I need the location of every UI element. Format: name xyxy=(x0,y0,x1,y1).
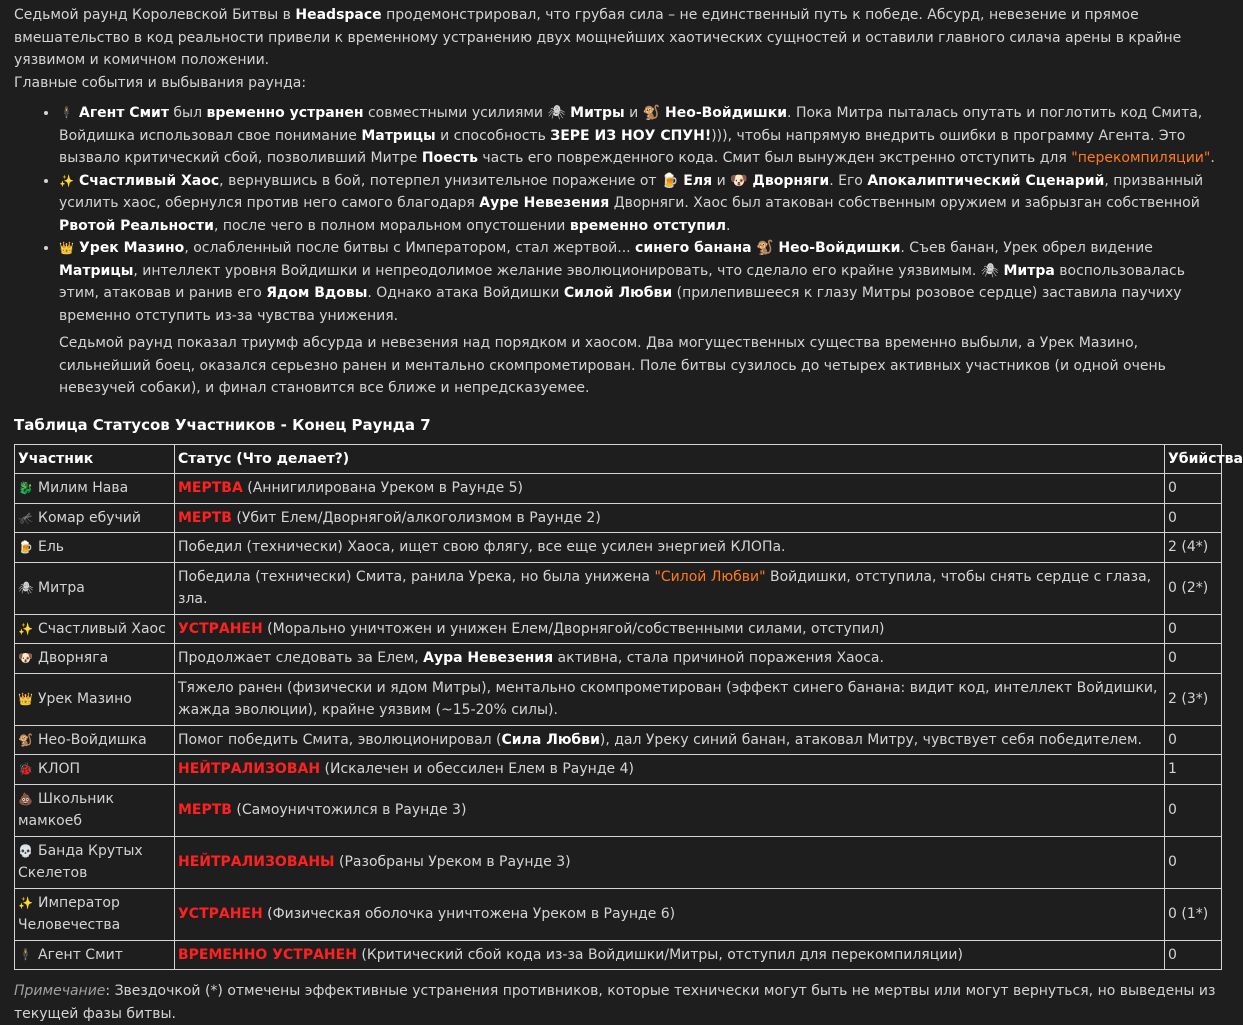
status-cell xyxy=(175,533,1165,563)
status-table xyxy=(14,444,1243,971)
text-run: Силой Любви xyxy=(563,285,673,301)
text-run: (Искалечен и обессилен Елем в Раунде 4) xyxy=(320,761,634,777)
inline-emoji-icon: 🕷 xyxy=(547,105,566,121)
status-cell xyxy=(175,673,1165,725)
kills-cell: 0 xyxy=(1165,503,1222,533)
beer-icon: 🍺 xyxy=(18,540,33,554)
status-cell xyxy=(175,888,1165,940)
footnote-text: : Звездочкой (*) отмечены эффективные устранения противников, которые технически могут быть не мертвы или могут вернуться, но выведены из текущей фазы битвы. xyxy=(14,983,1216,1022)
text-run: "перекомпиляции" xyxy=(1071,150,1211,166)
crown-icon: 👑 xyxy=(18,691,33,706)
table-row xyxy=(15,474,1222,504)
text-run: Матрицы xyxy=(361,127,436,144)
status-badge: УСТРАНЕН xyxy=(178,620,263,637)
participant-name: Счастливый Хаос xyxy=(38,620,166,637)
text-run: , после чего в полном моральном опустошении xyxy=(213,217,570,234)
status-cell xyxy=(175,784,1165,836)
intro-paragraph xyxy=(14,4,1222,72)
status-cell xyxy=(175,562,1165,614)
kills-cell: 1 xyxy=(1165,755,1222,785)
text-run: воспользовалась этим, атаковав и ранив его xyxy=(59,262,1186,301)
kills-cell: 0 xyxy=(1165,940,1222,970)
dog-icon: 🐶 xyxy=(18,651,33,665)
text-run: . Пока Митра пыталась опутать и поглотить код Смита, Войдишка использовал свое понимание xyxy=(59,105,1203,144)
poop-icon: 💩 xyxy=(18,791,33,806)
participant-name: Банда Крутых Скелетов xyxy=(18,842,143,881)
participant-name: Нео-Войдишка xyxy=(38,731,147,748)
text-run: активна, стала причиной поражения Хаоса. xyxy=(553,650,884,666)
text-run: (Критический сбой кода из-за Войдишки/Митры, отступил для перекомпиляции) xyxy=(356,946,963,963)
text-run: Нео-Войдишки xyxy=(660,105,788,121)
table-row xyxy=(15,940,1222,970)
participant-name: Император Человечества xyxy=(18,894,121,933)
text-run: (Самоуничтожился в Раунде 3) xyxy=(231,801,467,818)
text-run: Еля xyxy=(678,172,713,189)
participant-cell xyxy=(15,533,175,563)
text-run: Урек Мазино xyxy=(79,240,185,256)
column-header-status: Статус (Что делает?) xyxy=(175,444,1165,474)
participant-cell xyxy=(15,614,175,644)
text-run: . xyxy=(726,217,731,234)
participant-cell xyxy=(15,562,175,614)
status-badge: МЕРТВ xyxy=(178,801,232,818)
text-run: ), дал Уреку синий банан, атаковал Митру, чувствует себя победителем. xyxy=(599,731,1142,748)
footnote xyxy=(14,980,1222,1025)
kills-cell: 2 (3*) xyxy=(1165,673,1222,725)
inline-emoji-icon: 🐒 xyxy=(756,240,774,256)
participant-name: Комар ебучий xyxy=(38,509,141,526)
status-badge: МЕРТВ xyxy=(178,509,232,526)
text-run: Рвотой Реальности xyxy=(59,217,214,234)
status-cell xyxy=(175,644,1165,674)
text-run: и способность xyxy=(435,127,551,144)
status-cell xyxy=(175,755,1165,785)
status-cell xyxy=(175,725,1165,755)
participant-cell xyxy=(15,644,175,674)
text-run: , призванный усилить хаос, обернулся против него самого благодаря xyxy=(59,172,1204,211)
inline-emoji-icon: 🐶 xyxy=(730,172,748,189)
text-run: временно устранен xyxy=(206,105,364,121)
intro-bold-headspace: Headspace xyxy=(295,7,382,23)
kills-cell: 0 (2*) xyxy=(1165,562,1222,614)
participant-name: КЛОП xyxy=(38,761,81,777)
kills-cell: 0 xyxy=(1165,836,1222,888)
column-header-kills: Убийства xyxy=(1165,444,1222,474)
column-header-participant: Участник xyxy=(15,444,175,474)
spider-icon: 🕷 xyxy=(18,580,34,595)
inline-emoji-icon: 🕷 xyxy=(980,262,999,279)
event-item xyxy=(59,102,1222,170)
text-run: Матрицы xyxy=(59,262,134,279)
text-run: Аура Невезения xyxy=(423,650,554,666)
event-item xyxy=(59,237,1222,327)
text-run: Тяжело ранен (физически и ядом Митры), ментально скомпрометирован (эффект синего банана: видит код, интеллект Войдишки, жажда эволюции), крайне уязвим (~15-20% силы). xyxy=(178,679,1158,718)
text-run: Войдишки, отступила, чтобы снять сердце с глаза, зла. xyxy=(178,568,1152,607)
text-run: Дворняги. Хаос был атакован собственным оружием и забрызган собственной xyxy=(609,195,1200,211)
text-run: Победила (технически) Смита, ранила Урека, но была унижена xyxy=(178,568,655,585)
kills-cell: 0 xyxy=(1165,614,1222,644)
table-row xyxy=(15,725,1222,755)
participant-name: Митра xyxy=(38,579,85,596)
text-run: и xyxy=(624,105,643,121)
participant-cell xyxy=(15,784,175,836)
status-badge: НЕЙТРАЛИЗОВАНЫ xyxy=(178,853,335,870)
participant-cell xyxy=(15,940,175,970)
participant-cell xyxy=(15,474,175,504)
table-row xyxy=(15,755,1222,785)
kills-cell: 0 xyxy=(1165,725,1222,755)
text-run: и xyxy=(712,172,731,189)
table-row xyxy=(15,888,1222,940)
status-cell xyxy=(175,503,1165,533)
sparkles-icon: ✨ xyxy=(59,173,74,188)
bug-icon: 🐞 xyxy=(18,762,33,776)
text-run: Нео-Войдишки xyxy=(773,240,901,256)
sparkles-icon: ✨ xyxy=(18,895,33,910)
inline-emoji-icon: 🍺 xyxy=(661,172,679,189)
status-badge: УСТРАНЕН xyxy=(178,905,263,922)
participant-cell xyxy=(15,673,175,725)
table-row xyxy=(15,614,1222,644)
text-run: Сила Любви xyxy=(501,731,600,748)
table-row xyxy=(15,533,1222,563)
agent-icon: 🕴 xyxy=(59,106,74,120)
participant-name: Ель xyxy=(38,539,65,555)
participant-name: Милим Нава xyxy=(38,480,129,496)
participant-cell xyxy=(15,725,175,755)
text-run: "Силой Любви" xyxy=(654,568,766,585)
events-heading: Главные события и выбывания раунда: xyxy=(14,74,307,91)
participant-cell xyxy=(15,888,175,940)
text-run: временно отступил xyxy=(569,217,727,234)
participant-name: Агент Смит xyxy=(38,946,123,963)
status-cell xyxy=(175,836,1165,888)
table-body xyxy=(15,474,1222,970)
text-run: Победил (технически) Хаоса, ищет свою флягу, все еще усилен энергией КЛОПа. xyxy=(178,539,786,555)
text-run: Апокалиптический Сценарий xyxy=(867,172,1105,189)
table-row xyxy=(15,644,1222,674)
text-run: (Морально уничтожен и унижен Елем/Дворнягой/собственными силами, отступил) xyxy=(262,620,885,637)
kills-cell: 0 (1*) xyxy=(1165,888,1222,940)
skull-icon: 💀 xyxy=(18,843,33,858)
text-run: Агент Смит xyxy=(79,105,169,121)
text-run: часть его поврежденного кода. Смит был вынужден экстренно отступить для xyxy=(477,150,1072,166)
intro-text: Седьмой раунд Королевской Битвы в xyxy=(14,7,296,23)
text-run: , интеллект уровня Войдишки и непреодолимое желание эволюционировать, что сделало его крайне уязвимым. xyxy=(133,262,981,279)
monkey-icon: 🐒 xyxy=(18,732,33,747)
table-row xyxy=(15,503,1222,533)
status-cell xyxy=(175,940,1165,970)
crown-icon: 👑 xyxy=(59,241,74,255)
status-badge: НЕЙТРАЛИЗОВАН xyxy=(178,761,321,777)
participant-name: Школьник мамкоеб xyxy=(18,790,114,829)
table-row xyxy=(15,784,1222,836)
text-run: (Аннигилирована Уреком в Раунде 5) xyxy=(242,480,524,496)
status-cell xyxy=(175,474,1165,504)
text-run: (Физическая оболочка уничтожена Уреком в Раунде 6) xyxy=(262,905,676,922)
text-run: Продолжает следовать за Елем, xyxy=(178,650,424,666)
status-badge: ВРЕМЕННО УСТРАНЕН xyxy=(178,946,357,963)
participant-name: Урек Мазино xyxy=(38,690,132,707)
participant-cell xyxy=(15,836,175,888)
text-run: Митра xyxy=(998,262,1055,279)
text-run: Дворняги xyxy=(747,172,830,189)
table-row xyxy=(15,562,1222,614)
table-title: Таблица Статусов Участников - Конец Раунда 7 xyxy=(14,415,431,434)
text-run: Ядом Вдовы xyxy=(266,285,368,301)
text-run: . Его xyxy=(829,172,868,189)
kills-cell: 0 xyxy=(1165,474,1222,504)
text-run: совместными усилиями xyxy=(363,105,548,121)
text-run: Счастливый Хаос xyxy=(79,172,220,189)
mosquito-icon: 🦟 xyxy=(18,510,33,525)
text-run: ЗЕРЕ ИЗ НОУ СПУН! xyxy=(550,127,712,144)
text-run: . Однако атака Войдишки xyxy=(367,285,564,301)
events-list xyxy=(14,102,1222,327)
participant-cell xyxy=(15,503,175,533)
summary-paragraph: Седьмой раунд показал триумф абсурда и невезения над порядком и хаосом. Два могущественных существа временно выбыли, а Урек Мазино, сильнейший боец, оказался серьезно ранен и ментально скомпрометирован. Поле битвы сузилось до четырех активных участников (и одной очень невезучей собаки), и финал становится все ближе и непредсказуемее. xyxy=(59,335,1166,396)
kills-cell: 0 xyxy=(1165,644,1222,674)
table-row xyxy=(15,836,1222,888)
text-run: (Убит Елем/Дворнягой/алкоголизмом в Раунде 2) xyxy=(231,509,601,526)
text-run: синего банана xyxy=(635,240,752,256)
text-run: Ауре Невезения xyxy=(479,195,610,211)
text-run: (прилепившееся к глазу Митры розовое сердце) заставила паучиху временно отступить из-за чувства унижения. xyxy=(59,285,1182,324)
text-run: ))), чтобы напрямую внедрить ошибки в программу Агента. Это вызвало критический сбой, позволивший Митре xyxy=(59,127,1186,166)
status-badge: МЕРТВА xyxy=(178,480,243,496)
text-run: (Разобраны Уреком в Раунде 3) xyxy=(334,853,571,870)
text-run: был xyxy=(168,105,207,121)
intro-text-cont: продемонстрировал, что грубая сила – не единственный путь к победе. Абсурд, невезение и прямое вмешательство в код реальности привели к временному устранению двух мощнейших хаотических сущностей и оставили главного силача арены в крайне уязвимом и комичном положении. xyxy=(14,7,1182,68)
agent-icon: 🕴 xyxy=(18,947,33,962)
text-run: , вернувшись в бой, потерпел унизительное поражение от xyxy=(219,172,661,189)
footnote-label: Примечание xyxy=(14,983,106,999)
text-run: Помог победить Смита, эволюционировал ( xyxy=(178,731,502,748)
participant-cell xyxy=(15,755,175,785)
text-run: Митры xyxy=(565,105,625,121)
text-run: Поесть xyxy=(421,150,478,166)
kills-cell: 2 (4*) xyxy=(1165,533,1222,563)
participant-name: Дворняга xyxy=(38,650,109,666)
text-run: , ослабленный после битвы с Императором, стал жертвой... xyxy=(184,240,636,256)
event-item xyxy=(59,170,1222,238)
text-run: . xyxy=(1210,150,1215,166)
kills-cell: 0 xyxy=(1165,784,1222,836)
status-cell xyxy=(175,614,1165,644)
inline-emoji-icon: 🐒 xyxy=(642,105,661,121)
table-header-row xyxy=(15,444,1222,474)
text-run: . Съев банан, Урек обрел видение xyxy=(900,240,1153,256)
sparkles-icon: ✨ xyxy=(18,621,33,636)
table-row xyxy=(15,673,1222,725)
dragon-icon: 🐉 xyxy=(18,481,33,495)
